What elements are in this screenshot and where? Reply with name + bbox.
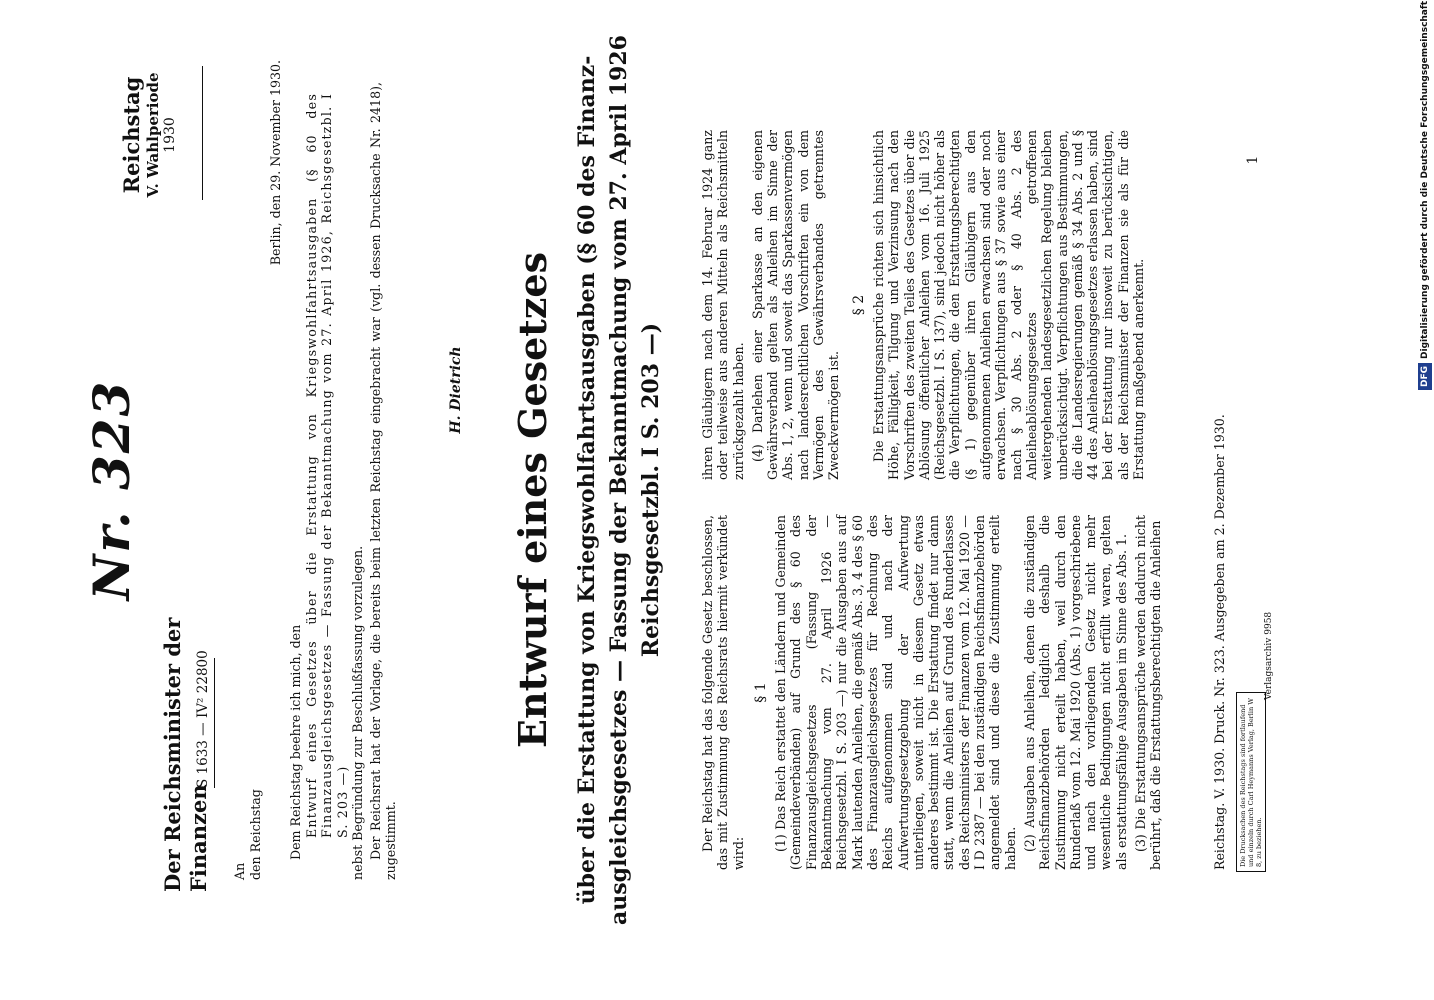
dfg-side-note (1418, 0, 1432, 390)
place-date: Berlin, den 29. November 1930. (268, 60, 283, 266)
section-1-heading: § 1 (752, 682, 769, 703)
draft-title: Entwurf eines Gesetzes (510, 251, 555, 749)
draft-subtitle-line-1: über die Erstattung von Kriegswohlfahrtsausgaben (§ 60 des Finanz- (574, 55, 600, 905)
header-rule-1 (202, 66, 203, 200)
signature: H. Dietrich (448, 346, 464, 434)
dfg-note-text: Digitalisierung gefördert durch die Deutsche Forschungsgemeinschaft (1420, 0, 1430, 359)
reference-underline (214, 658, 215, 788)
section-1-paragraph-3-continued: ihren Gläubigern nach dem 14. Februar 1924 ganz oder teilweise aus anderen Mitteln als Reichsmitteln zurückgezahlt haben. (700, 130, 746, 480)
publisher-note-box (1236, 692, 1266, 872)
section-2-paragraph-1: Die Erstattungsansprüche richten sich hinsichtlich Höhe, Fälligkeit, Tilgung und Verzinsung nach den Vorschriften des zweiten Teiles des Gesetzes über die Ablösung öffentlicher Anleihen vom 16. Juli 1925 (Reichsgesetzbl. I S. 137), sind jedoch nicht höher als die Verpflichtungen, die den Erstattungsberechtigten (§ 1) gegenüber ihren Gläubigern aus den aufgenommenen Anleihen erwachsen sind oder noch erwachsen. Verpflichtungen aus § 37 sowie aus einer nach § 30 Abs. 2 oder § 40 Abs. 2 des Anleiheablösungsgesetzes getroffenen weitergehenden landesgesetzlichen Regelung bleiben unberücksichtigt. Verpflichtungen aus Bestimmungen, die die Landesregierungen gemäß § 34 Abs. 2 und § 44 des Anleiheablösungsgesetzes erlassen haben, sind bei der Erstattung nur insoweit zu berücksichtigen, als der Reichsminister der Finanzen sie als für die Erstattung maßgebend anerkennt. (870, 130, 1147, 480)
archive-number: Verlagsarchiv 9958 (1264, 611, 1274, 700)
publisher-note: Die Drucksachen des Reichstags sind fortlaufend und einzeln durch Carl Heymanns Verlag, Berlin W 8, zu beziehen. (1239, 698, 1263, 867)
letter-intro: Dem Reichstag beehre ich mich, den (288, 624, 303, 860)
draft-subtitle-line-2: ausgleichsgesetzes — Fassung der Bekanntmachung vom 27. April 1926 (606, 35, 632, 925)
draft-subtitle-line-3: Reichsgesetzbl. I S. 203 —) (638, 322, 664, 658)
section-1-paragraph-1: (1) Das Reich erstattet den Ländern und Gemeinden (Gemeindeverbänden) auf Grund des § 60 des Finanzausgleichsgesetzes (Fassung der Bekanntmachung vom 27. April 1926 — Reichsgesetzbl. I S. 203 —) nur die Ausgaben aus auf Mark lautenden Anleihen, die gemäß Abs. 3, 4 des § 60 des Finanzausgleichsgesetzes für Rechnung des Reichs aufgenommen sind und nach der Aufwertungsgesetzgebung der Aufwertung unterliegen, soweit nicht in diesem Gesetz etwas anderes bestimmt ist. Die Erstattung findet nur dann statt, wenn die Anleihen auf Grund des Runderlasses des Reichsministers der Finanzen vom 12. Mai 1920 — I D 2387 — bei den zuständigen Reichsfinanzbehörden angemeldet sind und diese die Zustimmung erteilt haben. (773, 515, 1018, 870)
addressee-line-1: An (232, 862, 247, 880)
number-heading: Nr. 323 (82, 379, 141, 601)
page-number: 1 (1245, 155, 1261, 165)
section-1-paragraph-4: (4) Darlehen einer Sparkasse an den eigenen Gewährsverband gelten als Anleihen im Sinne der Abs. 1, 2, wenn und soweit das Sparkassenvermögen nach landesrechtlichen Vorschriften ein von dem Vermögen des Gewährsverbandes getrenntes Zweckvermögen ist. (749, 130, 842, 480)
reference-number: S 1633 — IV² 22800 (195, 650, 211, 788)
dfg-logo: DFG (1418, 363, 1432, 390)
section-1-paragraph-2: (2) Ausgaben aus Anleihen, denen die zuständigen Reichsfinanzbehörden lediglich deshalb die Zustimmung nicht erteilt haben, weil durch den Runderlaß vom 12. Mai 1920 (Abs. 1) vorgeschriebene und nach den vorliegenden Gesetz nicht mehr wesentliche Bedingungen nicht erfüllt waren, gelten als erstattungsfähige Ausgaben im Sinne des Abs. 1. (1021, 515, 1129, 870)
preamble: Der Reichstag hat das folgende Gesetz beschlossen, das mit Zustimmung des Reichsrats hiermit verkündet wird: (700, 515, 746, 870)
period-label: V. Wahlperiode (144, 72, 162, 198)
ministry-heading: Der Reichsminister der Finanzen (160, 617, 211, 892)
section-2-heading: § 2 (850, 294, 867, 316)
addressee-line-2: den Reichstag (248, 789, 263, 880)
print-line: Reichstag. V. 1930. Druck. Nr. 323. Ausgegeben am 2. Dezember 1930. (1212, 414, 1227, 870)
period-year: 1930 (162, 117, 178, 153)
letter-reichsrat: Der Reichsrat hat der Vorlage, die bereits beim letzten Reichstag eingebracht war (vgl. dessen Drucksache Nr. 2418), zugestimmt. (368, 82, 399, 880)
reichstag-block (120, 60, 178, 210)
section-1-paragraph-3: (3) Die Erstattungsansprüche werden dadurch nicht berührt, daß die Erstattungsberechtigten die Anleihen (1133, 515, 1164, 870)
letter-appendix: nebst Begründung zur Beschlußfassung vorzulegen. (350, 545, 365, 880)
parliament-name: Reichstag (119, 76, 144, 194)
right-column (700, 130, 1146, 480)
letter-subject: Entwurf eines Gesetzes über die Erstattung von Kriegswohlfahrtsausgaben (§ 60 des Finanzausgleichsgesetzes — Fassung der Bekanntmachung vom 27. April 1926, Reichsgesetzbl. I S. 203 —) (304, 93, 350, 838)
left-column (700, 515, 1164, 870)
